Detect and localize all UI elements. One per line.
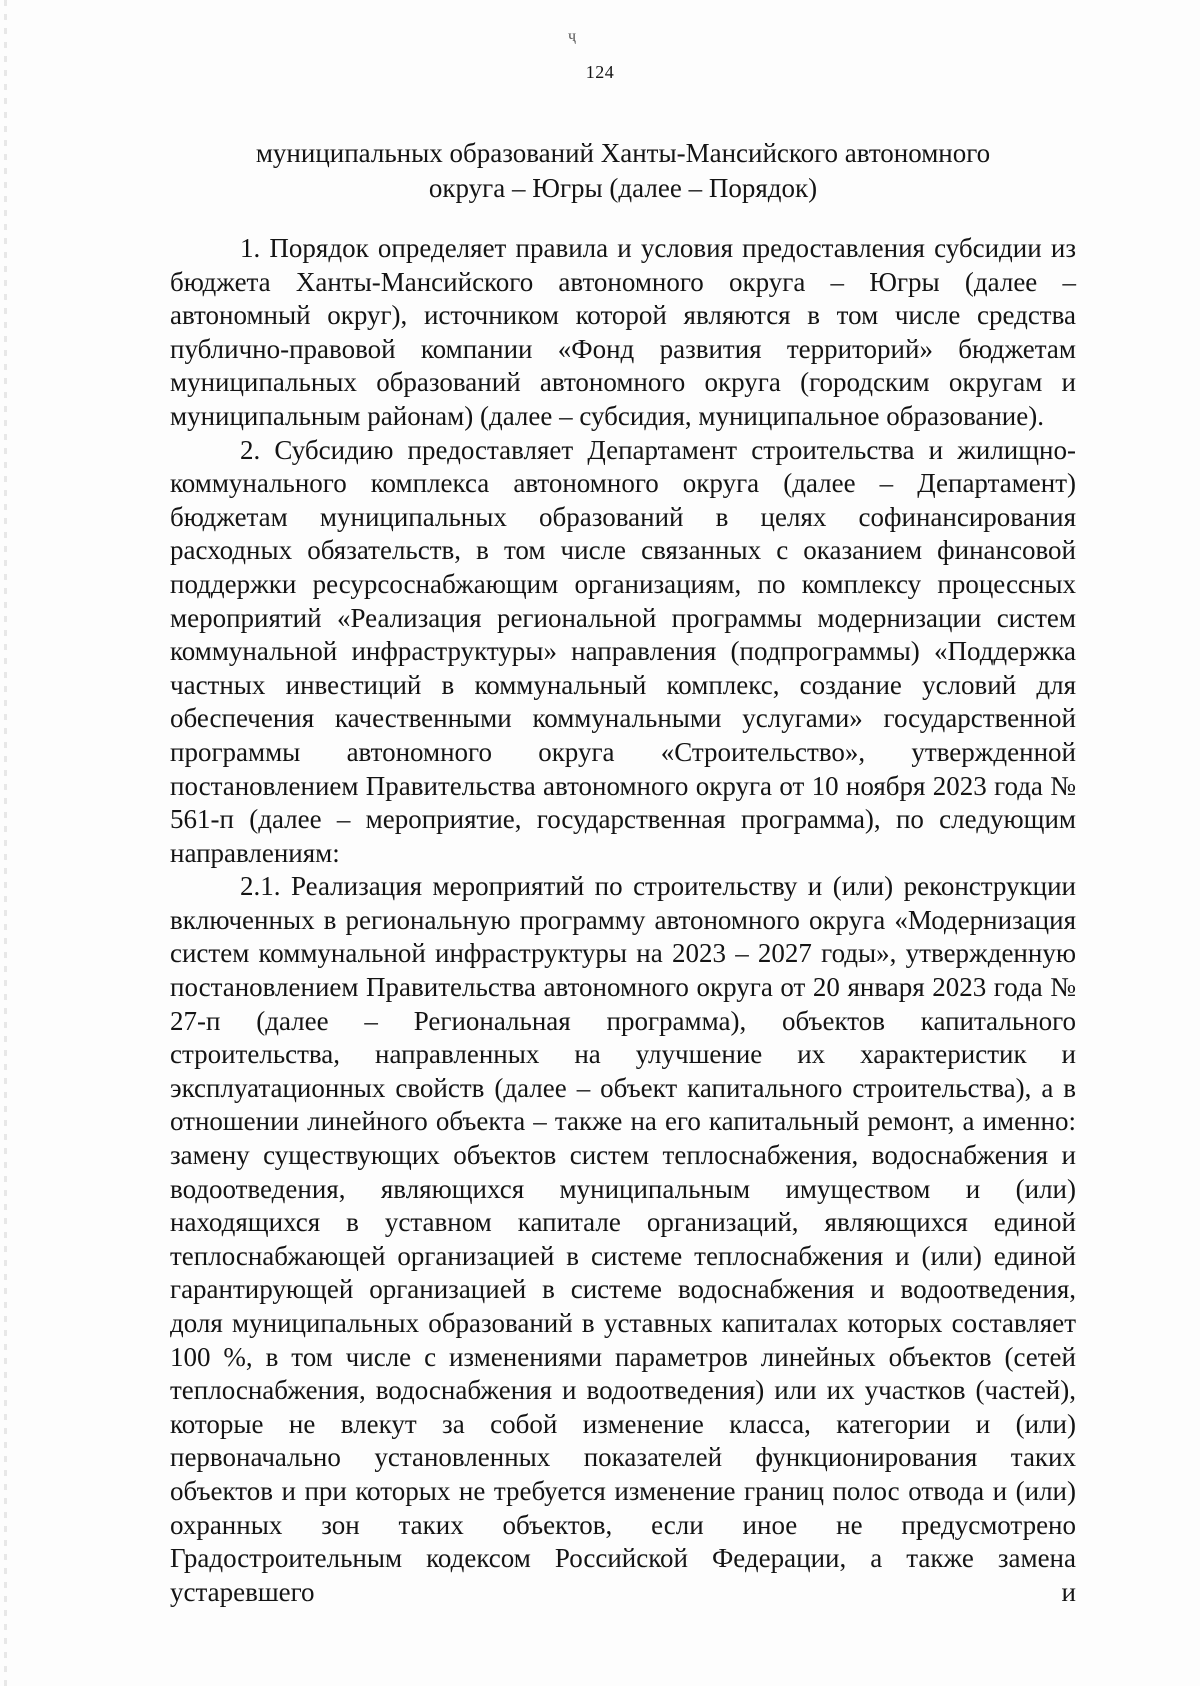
scan-speck-mark: ҷ: [568, 28, 577, 45]
document-heading: [170, 136, 1076, 206]
paragraph-1: 1. Порядок определяет правила и условия предоставления субсидии из бюджета Ханты-Мансийского автономного округа – Югры (далее – автономный округ), источником которой являются в том числе средства публично-правовой компании «Фонд развития территорий» бюджетам муниципальных образований автономного округа (городским округам и муниципальным районам) (далее – субсидия, муниципальное образование).: [170, 233, 1076, 431]
paragraph-2-1: 2.1. Реализация мероприятий по строительству и (или) реконструкции включенных в региональную программу автономного округа «Модернизация систем коммунальной инфраструктуры на 2023 – 2027 годы», утвержденную постановлением Правительства автономного округа от 20 января 2023 года № 27-п (далее – Региональная программа), объектов капитального строительства, направленных на улучшение их характеристик и эксплуатационных свойств (далее – объект капитального строительства), а в отношении линейного объекта – также на его капитальный ремонт, а именно: замену существующих объектов систем теплоснабжения, водоснабжения и водоотведения, являющихся муниципальным имуществом и (или) находящихся в уставном капитале организаций, являющихся единой теплоснабжающей организацией в системе теплоснабжения и (или) единой гарантирующей организацией в системе водоснабжения и водоотведения, доля муниципальных образований в уставных капиталах которых составляет 100 %, в том числе с изменениями параметров линейных объектов (сетей теплоснабжения, водоснабжения и водоотведения) или их участков (частей), которые не влекут за собой изменение класса, категории и (или) первоначально установленных показателей функционирования таких объектов и при которых не требуется изменение границ полос отвода и (или) охранных зон таких объектов, если иное не предусмотрено Градостроительным кодексом Российской Федерации, а также замена устаревшего и: [170, 871, 1076, 1607]
page-number: 124: [585, 62, 615, 82]
scan-edge-artifact: [4, 0, 7, 1686]
document-body: [170, 232, 1076, 1609]
paragraph-2: 2. Субсидию предоставляет Департамент строительства и жилищно-коммунального комплекса автономного округа (далее – Департамент) бюджетам муниципальных образований в целях софинансирования расходных обязательств, в том числе связанных с оказанием финансовой поддержки ресурсоснабжающим организациям, по комплексу процессных мероприятий «Реализация региональной программы модернизации систем коммунальной инфраструктуры» направления (подпрограммы) «Поддержка частных инвестиций в коммунальный комплекс, создание условий для обеспечения качественными коммунальными услугами» государственной программы автономного округа «Строительство», утвержденной постановлением Правительства автономного округа от 10 ноября 2023 года № 561-п (далее – мероприятие, государственная программа), по следующим направлениям:: [170, 434, 1076, 868]
heading-line-2: округа – Югры (далее – Порядок): [428, 173, 818, 203]
heading-line-1: муниципальных образований Ханты-Мансийского автономного: [255, 138, 991, 168]
